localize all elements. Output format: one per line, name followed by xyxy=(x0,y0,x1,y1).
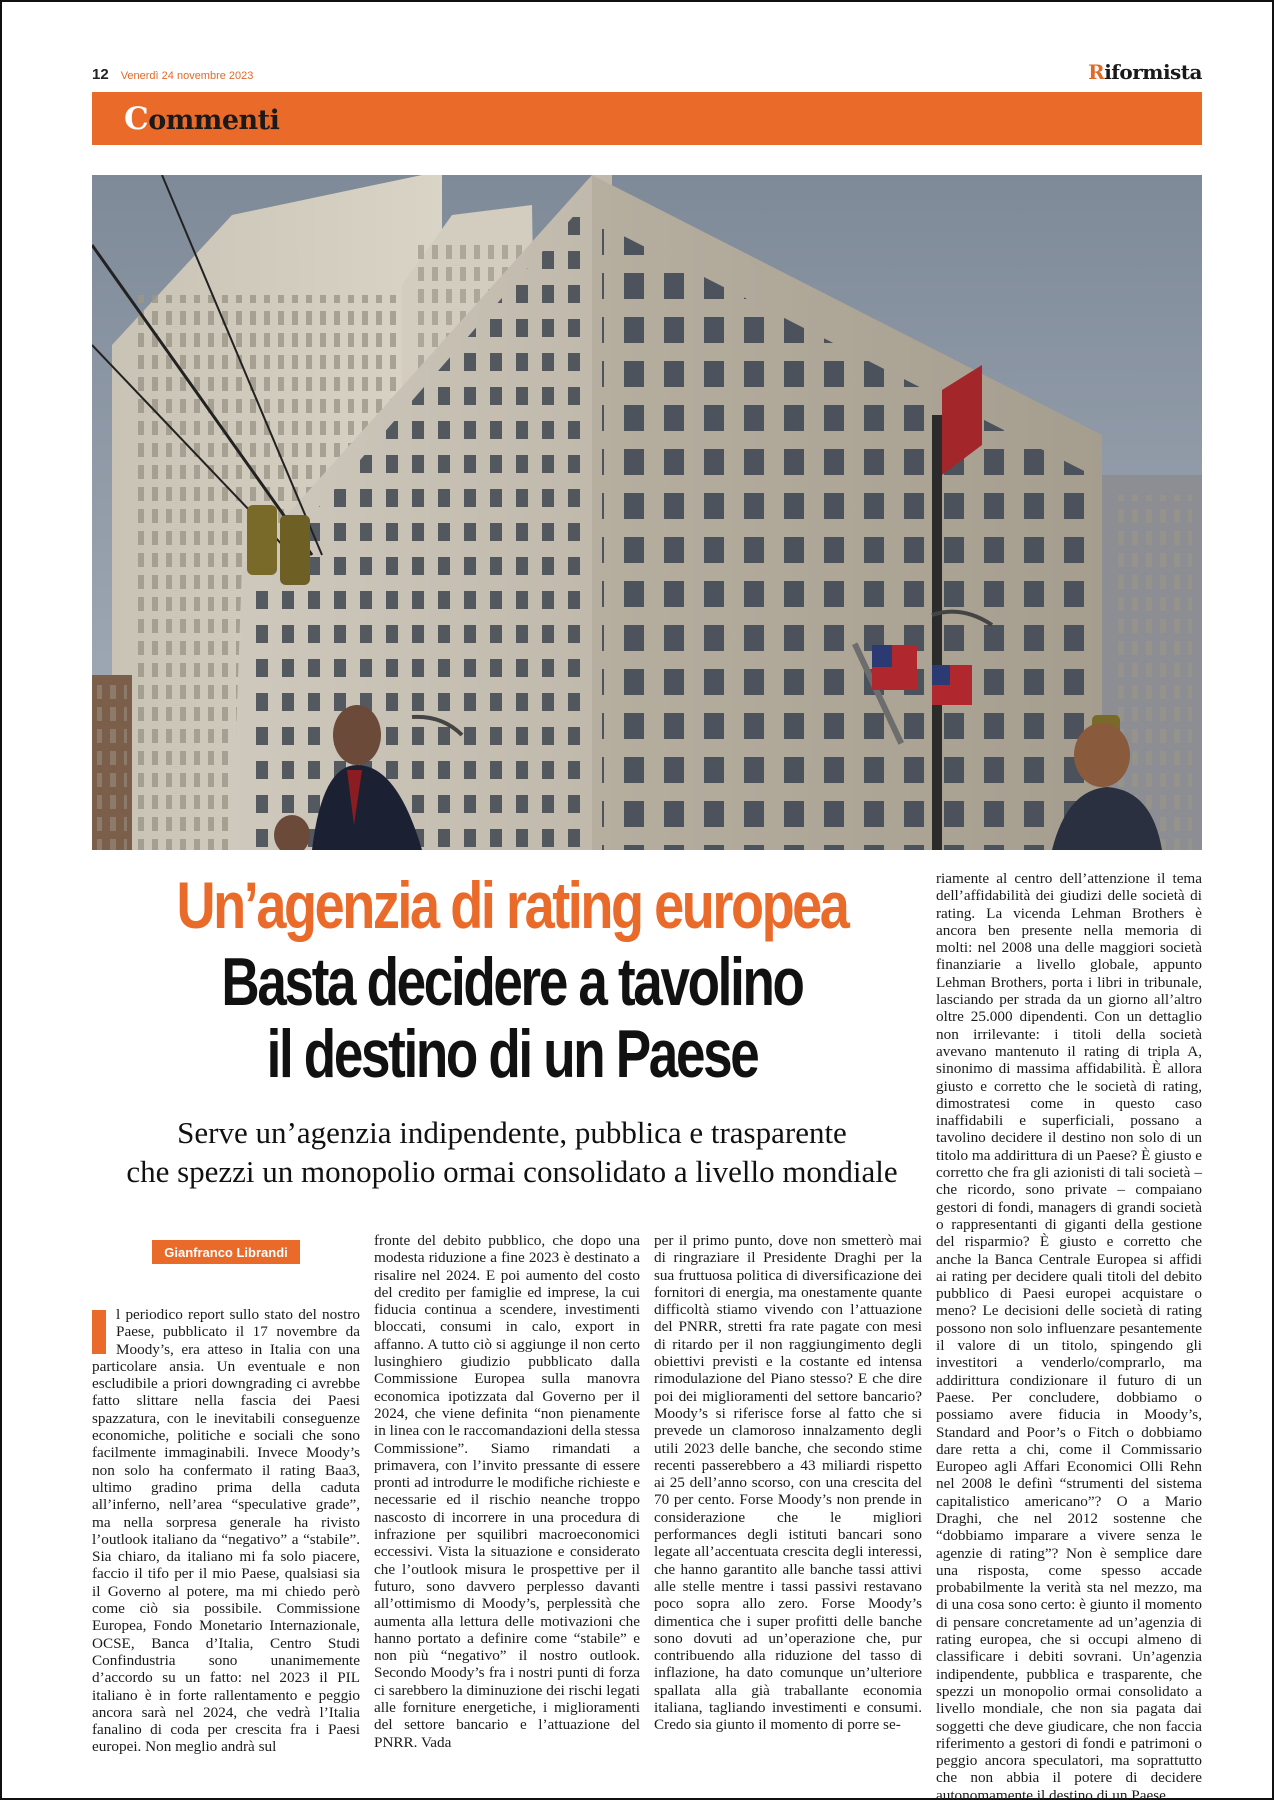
column-2-text: fronte del debito pubblico, che dopo una modesta riduzione a fine 2023 è destinato a risalire nel 2024. E poi aumento del costo del credito per famiglie ed imprese, la cui fiducia continua a scendere, investimenti bloccati, consumi in calo, export in affanno. A tutto ciò si aggiunge il non certo lusinghiero giudizio pubblicato dalla Commissione Europea sulla manovra economica ipotizzata dal Governo per il 2024, che viene definita “non pienamente in linea con le raccomandazioni della stessa Commissione”. Siamo rimandati a primavera, con l’invito pressante di essere pronti ad introdurre le modifiche richieste e necessarie ed il rischio neanche troppo nascosto di incorrere in una procedura di infrazione per squilibri macroeconomici eccessivi. Vista la situazione e considerato che l’outlook misura le prospettive per il futuro, sono davvero perplesso davanti all’ottimismo di Moody’s, perplessità che aumenta alla lettura delle motivazioni che hanno portato a definire come “stabile” e non più “negativo” il nostro outlook. Secondo Moody’s fra i nostri punti di forza ci sarebbero la diminuzione dei rischi legati alle forniture energetiche, i miglioramenti del settore bancario e l’attuazione del PNRR. Vada xyxy=(374,1232,640,1751)
page-folio xyxy=(92,66,253,83)
issue-date: Venerdì 24 novembre 2023 xyxy=(120,70,254,82)
headline-block xyxy=(92,868,932,1192)
section-initial: C xyxy=(124,100,149,137)
page-number: 12 xyxy=(92,66,109,83)
masthead-initial: R xyxy=(1088,60,1105,84)
subtitle-line-2: che spezzi un monopolio ormai consolidato a livello mondiale xyxy=(126,1154,898,1190)
lead-photo xyxy=(92,175,1202,850)
subtitle-line-1: Serve un’agenzia indipendente, pubblica e trasparente xyxy=(177,1115,847,1151)
masthead-logo xyxy=(1088,60,1202,84)
article-column-3 xyxy=(654,1232,922,1734)
headline-title-line-1: Basta decidere a tavolino xyxy=(221,944,803,1020)
section-header-bar xyxy=(92,92,1202,145)
masthead-name: iformista xyxy=(1104,60,1202,84)
section-name: ommenti xyxy=(148,104,280,136)
building-illustration xyxy=(92,175,1202,850)
section-label xyxy=(124,101,279,137)
column-3-text: per il primo punto, dove non smetterò mai di ringraziare il Presidente Draghi per la sua fruttuosa politica di diversificazione dei fornitori di energia, ma onestamente quante difficoltà stiamo vivendo con l’attuazione del PNRR, stretti fra rate pagate con mesi di ritardo per il non raggiungimento degli obiettivi previsti e la costante ed intensa rimodulazione del Piano stesso? E che dire poi dei miglioramenti del settore bancario? Moody’s si riferisce forse al fatto che si prevede un clamoroso innalzamento degli utili 2023 delle banche, che secondo stime recenti passerebbero a 43 miliardi rispetto ai 25 dell’anno scorso, con una crescita del 70 per cento. Forse Moody’s non prende in considerazione che le migliori performances degli istituti bancari sono legate all’accentuata crescita degli interessi, che hanno garantito alle banche tassi attivi alle stelle mentre i tassi passivi restavano poco sopra allo zero. Forse Moody’s dimentica che i super profitti delle banche sono dovuti ad un’operazione che, pur contribuendo alla riduzione del tasso di inflazione, ha dato comunque un’ulteriore spallata alla già traballante economia italiana, tagliando investimenti e consumi. Credo sia giunto il momento di porre se- xyxy=(654,1232,922,1734)
article-column-4 xyxy=(936,870,1202,1804)
author-byline: Gianfranco Librandi xyxy=(152,1240,300,1264)
column-1-text: l periodico report sullo stato del nostro Paese, pubblicato il 17 novembre da Moody’s, era atteso in Italia con una particolare ansia. Un eventuale e non escludibile a priori downgrading ci avrebbe fatto slittare nella fascia dei Paesi spazzatura, con le inevitabili conseguenze economiche, politiche e sociali che sono facilmente immaginabili. Invece Moody’s non solo ha confermato il rating Baa3, ultimo gradino prima della caduta all’inferno, nell’area “speculative grade”, ma nella sorpresa generale ha rivisto l’outlook italiano da “negativo” a “stabile”. Sia chiaro, da italiano mi fa solo piacere, faccio il tifo per il mio Paese, qualsiasi sia il Governo al potere, ma mi chiedo però come ciò sia possibile. Commissione Europea, Fondo Monetario Internazionale, OCSE, Banca d’Italia, Centro Studi Confindustria sono unanimemente d’accordo su un fatto: nel 2023 il PIL italiano è in forte rallentamento e peggio ancora sarà nel 2024, che vedrà l’Italia fanalino di coda per crescita fra i Paesi europei. Non meglio andrà sul xyxy=(92,1306,360,1756)
column-4-text: riamente al centro dell’attenzione il tema dell’affidabilità dei giudizi delle società di rating. La vicenda Lehman Brothers è ancora ben presente nella memoria di molti: nel 2008 una delle maggiori società finanziarie a livello globale, appunto Lehman Brothers, porta i libri in tribunale, lasciando per strada da un giorno all’altro oltre 25.000 dipendenti. Con un dettaglio non irrilevante: i titoli della società avevano mantenuto il rating di tripla A, sinonimo di massima affidabilità. È allora giusto e corretto che le società di rating, dimostratesi come in questo caso inaffidabili e superficiali, possano a tavolino decidere il destino non solo di un titolo ma addirittura di un Paese? È giusto e corretto che fra gli azionisti di tali società – che ricordo, sono private – compaiano gestori di fondi, managers di grandi società o rappresentanti di giganti della gestione del risparmio? È giusto e corretto che anche la Banca Centrale Europea si affidi ai rating per decidere quali titoli del debito pubblico di Paesi europei acquistare o meno? Le decisioni delle società di rating possono non solo influenzare pesantemente il valore di un titolo, spingendo gli investitori a venderlo/comprarlo, ma addirittura condizionare il futuro di un Paese. Per concludere, dobbiamo o possiamo avere fiducia in Moody’s, Standard and Poor’s o Fitch o dobbiamo dare retta a chi, come il Commissario Europeo agli Affari Economici Olli Rehn nel 2008 le definì “strumenti del sistema capitalistico americano”? O a Mario Draghi, che nel 2012 sostenne che “dobbiamo imparare a vivere senza le agenzie di rating”? Non è semplice dare una risposta, come spesso accade probabilmente la verità sta nel mezzo, ma di una cosa sono certo: è giunto il momento di pensare concretamente ad un’agenzia di rating europea, che si occupi almeno di classificare i debiti sovrani. Un’agenzia indipendente, pubblica e trasparente, che spezzi un monopolio ormai consolidato a livello mondiale, che non sia pagata dai soggetti che deve giudicare, che non faccia riferimento a gestori di fondi e patrimoni o peggio ancora speculatori, ma soprattutto che non abbia il potere di decidere autonomamente il destino di un Paese. xyxy=(936,870,1202,1804)
dropcap-marker xyxy=(92,1310,106,1354)
headline-title-line-2: il destino di un Paese xyxy=(266,1016,758,1093)
article-column-2 xyxy=(374,1232,640,1751)
headline-kicker: Un’agenzia di rating europea xyxy=(176,868,848,942)
article-column-1 xyxy=(92,1306,360,1756)
